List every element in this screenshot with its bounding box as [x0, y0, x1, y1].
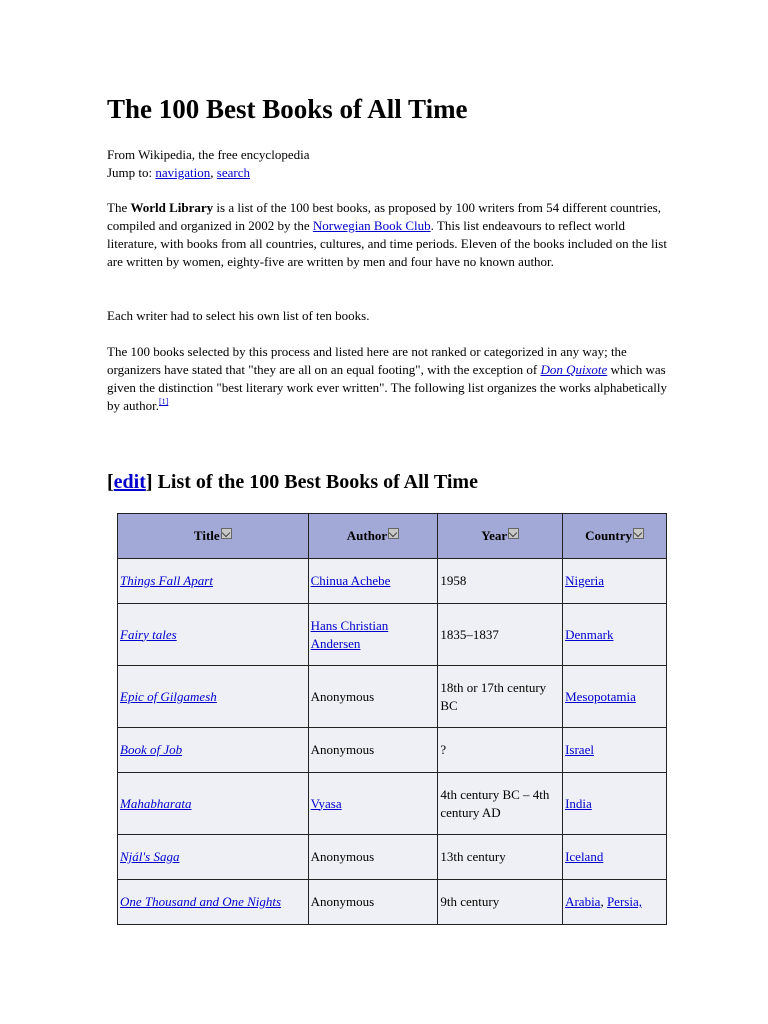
- reference-link[interactable]: [1]: [159, 397, 169, 406]
- column-header-country[interactable]: [563, 514, 667, 559]
- title-cell: [118, 773, 309, 835]
- book-title-link[interactable]: Njál's Saga: [120, 849, 180, 864]
- search-link[interactable]: search: [216, 165, 250, 180]
- column-header-title[interactable]: [118, 514, 309, 559]
- book-title-link[interactable]: Book of Job: [120, 742, 183, 757]
- world-library-term: World Library: [130, 200, 214, 215]
- country-cell: [563, 835, 667, 880]
- tagline: From Wikipedia, the free encyclopedia: [107, 147, 310, 162]
- don-quixote-link[interactable]: Don Quixote: [540, 362, 608, 377]
- year-cell: 1958: [438, 559, 563, 604]
- selection-paragraph: [107, 343, 667, 415]
- table-row: [118, 880, 667, 925]
- title-cell: [118, 559, 309, 604]
- jump-separator: ,: [210, 165, 217, 180]
- book-title-link[interactable]: Fairy tales: [120, 626, 177, 642]
- table-row: [118, 666, 667, 728]
- author-cell: [308, 773, 438, 835]
- norwegian-book-club-link[interactable]: Norwegian Book Club: [312, 218, 431, 233]
- title-cell: [118, 880, 309, 925]
- author-link[interactable]: Chinua Achebe: [310, 573, 391, 588]
- intro-text: The: [107, 200, 131, 215]
- country-cell: [563, 559, 667, 604]
- table-row: [118, 559, 667, 604]
- year-cell: 18th or 17th century BC: [438, 666, 563, 728]
- edit-bracket-close: ]: [145, 471, 153, 493]
- navigation-link[interactable]: navigation: [155, 165, 211, 180]
- year-cell: 9th century: [438, 880, 563, 925]
- book-title-link[interactable]: Mahabharata: [120, 795, 192, 811]
- country-link[interactable]: Mesopotamia: [565, 688, 636, 704]
- author-cell: [308, 604, 438, 666]
- page-title: The 100 Best Books of All Time: [107, 94, 468, 124]
- title-cell: [118, 666, 309, 728]
- table-row: [118, 773, 667, 835]
- country-cell: [563, 666, 667, 728]
- book-title-link[interactable]: Epic of Gilgamesh: [120, 688, 217, 704]
- book-title-link[interactable]: One Thousand and One Nights: [120, 894, 282, 909]
- year-cell: 4th century BC – 4th century AD: [438, 773, 563, 835]
- header-label: Year: [481, 528, 508, 543]
- table-row: [118, 835, 667, 880]
- title-cell: [118, 604, 309, 666]
- country-link[interactable]: Nigeria: [565, 573, 605, 588]
- author-cell: Anonymous: [308, 666, 438, 728]
- header-label: Country: [585, 528, 633, 543]
- country-link[interactable]: Denmark: [565, 626, 614, 642]
- country-cell: Arabia, Persia,: [563, 880, 667, 925]
- author-cell: Anonymous: [308, 835, 438, 880]
- table-row: [118, 604, 667, 666]
- country-cell: [563, 773, 667, 835]
- year-cell: 1835–1837: [438, 604, 563, 666]
- article-meta: [107, 146, 309, 182]
- country-link[interactable]: India: [565, 795, 592, 811]
- title-cell: [118, 835, 309, 880]
- section-title: List of the 100 Best Books of All Time: [152, 471, 478, 493]
- sort-icon[interactable]: [221, 528, 232, 539]
- author-link[interactable]: Hans Christian Andersen: [310, 617, 389, 651]
- header-label: Title: [193, 528, 220, 543]
- intro-text: is a list of the 100 best books, as proposed by 100 writers from 54 different countries, compiled and organized in 2002 by the: [107, 200, 661, 233]
- sort-icon[interactable]: [633, 528, 644, 539]
- year-cell: ?: [438, 728, 563, 773]
- selection-text: which was given the distinction "best literary work ever written". The following list organizes the works alphabetically by author.: [107, 362, 667, 413]
- selection-text: The 100 books selected by this process and listed here are not ranked or categorized in any way; the organizers have stated that "they are all on an equal footing", with the exception of: [107, 344, 627, 377]
- author-cell: [308, 559, 438, 604]
- edit-bracket-open: [: [107, 471, 114, 493]
- sort-icon[interactable]: [508, 528, 519, 539]
- year-cell: 13th century: [438, 835, 563, 880]
- writers-paragraph: Each writer had to select his own list of ten books.: [107, 308, 370, 323]
- intro-paragraph: [107, 199, 667, 271]
- country-link[interactable]: Arabia: [565, 894, 601, 909]
- country-link[interactable]: Iceland: [565, 849, 604, 864]
- country-link[interactable]: Persia,: [606, 894, 642, 909]
- sort-icon[interactable]: [388, 528, 399, 539]
- country-link[interactable]: Israel: [565, 742, 594, 757]
- section-heading: [107, 468, 478, 496]
- country-cell: [563, 728, 667, 773]
- author-link[interactable]: Vyasa: [310, 795, 342, 811]
- author-cell: Anonymous: [308, 728, 438, 773]
- edit-section-link[interactable]: edit: [113, 471, 146, 493]
- table-row: [118, 728, 667, 773]
- author-cell: Anonymous: [308, 880, 438, 925]
- books-table: [117, 513, 667, 925]
- table-header-row: [118, 514, 667, 559]
- column-header-author[interactable]: [308, 514, 438, 559]
- intro-text: . This list endeavours to reflect world literature, with books from all countries, cultures, and time periods. Eleven of the books included on the list are written by women, eighty-five are written by men and four have no known author.: [107, 218, 667, 269]
- jump-prefix: Jump to:: [107, 165, 156, 180]
- title-cell: [118, 728, 309, 773]
- column-header-year[interactable]: [438, 514, 563, 559]
- book-title-link[interactable]: Things Fall Apart: [120, 573, 213, 588]
- header-label: Author: [346, 528, 388, 543]
- jump-links: [107, 164, 309, 182]
- country-cell: [563, 604, 667, 666]
